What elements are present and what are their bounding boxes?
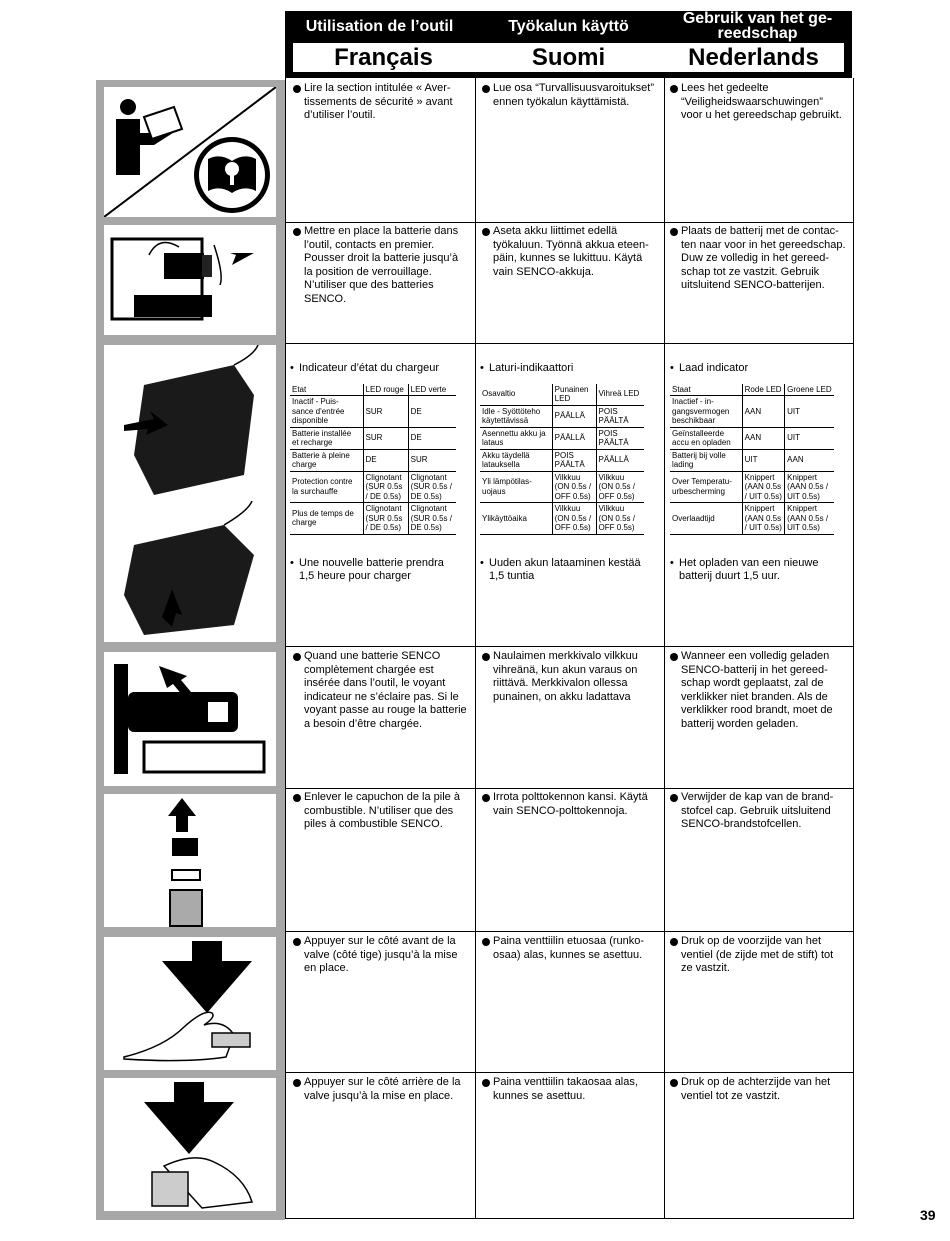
led-table-header-cell: Groene LED bbox=[785, 384, 834, 396]
led-table-row bbox=[480, 427, 644, 449]
led-table-header-cell: Osavaltio bbox=[480, 384, 552, 406]
row3-fi bbox=[480, 362, 658, 584]
language-finnish: Suomi bbox=[531, 43, 606, 71]
row1-nl: Lees het gedeelte “Veiligheidswaarschuwingen” voor u het gereedschap gebruikt. bbox=[670, 82, 850, 123]
tool-indicator-illustration bbox=[104, 652, 276, 786]
row5-fi: Irrota polttokennon kansi. Käytä vain SENCO-polttokennoja. bbox=[482, 791, 660, 818]
led-table-header-cell: Staat bbox=[670, 384, 742, 396]
led-table-cell: Asennettu akku ja lataus bbox=[480, 427, 552, 449]
row6-fr: Appuyer sur le côté avant de la valve (côté tige) jusqu’à la mise en place. bbox=[293, 935, 473, 976]
row-divider bbox=[286, 343, 853, 344]
valve-front-press-illustration bbox=[104, 937, 276, 1070]
led-table-cell: Vilkkuu (ON 0.5s / OFF 0.5s) bbox=[596, 503, 644, 535]
led-table-nl bbox=[670, 384, 834, 535]
instruction-grid bbox=[285, 78, 854, 1219]
row4-fi: Naulaimen merkkivalo vilkkuu vihreänä, kun akun varaus on riittävä. Merkkivalon ollessa punainen, on akku ladattava bbox=[482, 650, 660, 704]
led-table-cell: DE bbox=[408, 396, 456, 428]
led-table-cell: Idle - Syöttöteho käytettävissä bbox=[480, 405, 552, 427]
led-table-row bbox=[670, 471, 834, 503]
row7-fr: Appuyer sur le côté arrière de la valve jusqu’à la mise en place. bbox=[293, 1076, 473, 1103]
led-table-row bbox=[290, 449, 456, 471]
led-table-row bbox=[480, 449, 644, 471]
row5-nl: Verwijder de kap van de brand- stofcel cap. Gebruik uitsluitend SENCO-brandstofcellen. bbox=[670, 791, 850, 832]
led-table-cell: Protection contre la surchauffe bbox=[290, 471, 363, 503]
led-table-cell: Over Temperatu- urbescherming bbox=[670, 471, 742, 503]
led-table-cell: DE bbox=[363, 449, 408, 471]
led-table-row bbox=[480, 503, 644, 535]
led-table-header-cell: LED rouge bbox=[363, 384, 408, 396]
led-table-row bbox=[290, 503, 456, 535]
led-table-row bbox=[670, 503, 834, 535]
row-divider bbox=[286, 1072, 853, 1073]
led-table-row bbox=[670, 396, 834, 428]
row6-nl: Druk op de voorzijde van het ventiel (de zijde met de stift) tot ze vastzit. bbox=[670, 935, 850, 976]
row1-fi: Lue osa “Turvallisuusvaroitukset” ennen työkalun käyttämistä. bbox=[482, 82, 660, 109]
led-table-header-row bbox=[290, 384, 456, 396]
led-table-cell: AAN bbox=[742, 427, 785, 449]
row5-fr: Enlever le capuchon de la pile à combustible. N’utiliser que des piles à combustible SENCO. bbox=[293, 791, 473, 832]
charger-heading-fr: • Indicateur d’état du chargeur bbox=[290, 362, 468, 376]
led-table-header-cell: Rode LED bbox=[742, 384, 785, 396]
fuel-cell-cap-illustration bbox=[104, 794, 276, 927]
led-table-cell: POIS PÄÄLTÄ bbox=[596, 405, 644, 427]
row7-nl: Druk op de achterzijde van het ventiel tot ze vastzit. bbox=[670, 1076, 850, 1103]
led-table-cell: Ylikäyttöaika bbox=[480, 503, 552, 535]
led-table-cell: Knippert (AAN 0.5s / UIT 0.5s) bbox=[785, 503, 834, 535]
charge-time-note-fi: • Uuden akun lataaminen kestää 1,5 tuntia bbox=[480, 557, 658, 584]
led-table-cell: Akku täydellä latauksella bbox=[480, 449, 552, 471]
led-table-fr bbox=[290, 384, 456, 535]
led-table-header-row bbox=[670, 384, 834, 396]
charger-heading-nl: • Laad indicator bbox=[670, 362, 848, 376]
charge-time-note-nl: • Het opladen van een nieuwe batterij duurt 1,5 uur. bbox=[670, 557, 848, 584]
led-table-cell: PÄÄLLÄ bbox=[552, 427, 596, 449]
led-table-row bbox=[290, 427, 456, 449]
row3-fr bbox=[290, 362, 468, 584]
led-table-row bbox=[670, 427, 834, 449]
led-table-cell: Batterij bij volle lading bbox=[670, 449, 742, 471]
led-table-cell: PÄÄLLÄ bbox=[596, 449, 644, 471]
row1-fr: Lire la section intitulée « Aver- tissements de sécurité » avant d’utiliser l’outil. bbox=[293, 82, 471, 123]
led-table-cell: Vilkkuu (ON 0.5s / OFF 0.5s) bbox=[596, 471, 644, 503]
column-divider bbox=[475, 78, 476, 1218]
charger-heading-fi: • Laturi-indikaattori bbox=[480, 362, 658, 376]
led-table-header-row bbox=[480, 384, 644, 406]
led-table-cell: POIS PÄÄLTÄ bbox=[552, 449, 596, 471]
led-table-row bbox=[480, 405, 644, 427]
row4-fr: Quand une batterie SENCO complètement chargée est insérée dans l’outil, le voyant indicateur ne s’éclaire pas. Si le voyant passe au rouge la batterie a besoin d’être chargée. bbox=[293, 650, 473, 731]
led-table-cell: Batterie installée et recharge bbox=[290, 427, 363, 449]
row2-nl: Plaats de batterij met de contac- ten naar voor in het gereedschap. Duw ze volledig in het gereed- schap tot ze vastzit. Gebruik uitsluitend SENCO-batterijen. bbox=[670, 225, 851, 293]
led-table-cell: PÄÄLLÄ bbox=[552, 405, 596, 427]
led-table-cell: Inactif - Puis- sance d’entrée disponible bbox=[290, 396, 363, 428]
title-french: Utilisation de l’outil bbox=[305, 17, 454, 35]
led-table-row bbox=[670, 449, 834, 471]
led-table-row bbox=[290, 471, 456, 503]
row6-fi: Paina venttiilin etuosaa (runko- osaa) alas, kunnes se asettuu. bbox=[482, 935, 660, 962]
led-table-cell: Overlaadtijd bbox=[670, 503, 742, 535]
row-divider bbox=[286, 788, 853, 789]
led-table-cell: POIS PÄÄLTÄ bbox=[596, 427, 644, 449]
title-finnish: Työkalun käyttö bbox=[508, 17, 629, 35]
led-table-cell: UIT bbox=[742, 449, 785, 471]
column-divider bbox=[664, 78, 665, 1218]
row7-fi: Paina venttiilin takaosaa alas, kunnes se asettuu. bbox=[482, 1076, 660, 1103]
led-table-row bbox=[480, 471, 644, 503]
led-table-cell: Inactief - in- gangsvermogen beschikbaar bbox=[670, 396, 742, 428]
charger-illustration bbox=[104, 345, 276, 642]
led-table-cell: DE bbox=[408, 427, 456, 449]
led-table-cell: Knippert (AAN 0.5s / UIT 0.5s) bbox=[742, 471, 785, 503]
led-table-cell: Batterie à pleine charge bbox=[290, 449, 363, 471]
battery-insert-illustration bbox=[104, 225, 276, 335]
led-table-cell: Geïnstalleerde accu en opladen bbox=[670, 427, 742, 449]
language-french: Français bbox=[334, 43, 433, 71]
led-table-cell: Clignotant (SUR 0.5s / DE 0.5s) bbox=[408, 471, 456, 503]
row2-fi: Aseta akku liittimet edellä työkaluun. Työnnä akkua eteen- päin, kunnes se lukittuu. Käytä vain SENCO-akkuja. bbox=[482, 225, 660, 279]
led-table-cell: AAN bbox=[785, 449, 834, 471]
led-table-cell: UIT bbox=[785, 427, 834, 449]
led-table-cell: Clignotant (SUR 0.5s / DE 0.5s) bbox=[363, 503, 408, 535]
row2-fr: Mettre en place la batterie dans l’outil, contacts en premier. Pousser droit la batterie jusqu’à la position de verrouillage. N’utiliser que des batteries SENCO. bbox=[293, 225, 471, 306]
led-table-cell: Yli lämpötilas- uojaus bbox=[480, 471, 552, 503]
row4-nl: Wanneer een volledig geladen SENCO-batterij in het gereed- schap wordt geplaatst, zal de verklikker niet branden. Als de verklikker rood brandt, moet de batterij worden geladen. bbox=[670, 650, 850, 731]
led-table-header-cell: LED verte bbox=[408, 384, 456, 396]
led-table-header-cell: Etat bbox=[290, 384, 363, 396]
led-table-cell: SUR bbox=[363, 427, 408, 449]
charge-time-note-fr: • Une nouvelle batterie prendra 1,5 heure pour charger bbox=[290, 557, 468, 584]
led-table-cell: Knippert (AAN 0.5s / UIT 0.5s) bbox=[785, 471, 834, 503]
valve-rear-press-illustration bbox=[104, 1078, 276, 1211]
row-divider bbox=[286, 222, 853, 223]
row-divider bbox=[286, 646, 853, 647]
title-dutch: Gebruik van het ge- reedschap bbox=[682, 10, 833, 42]
illustration-column bbox=[96, 80, 285, 1220]
led-table-cell: Plus de temps de charge bbox=[290, 503, 363, 535]
read-manual-illustration bbox=[104, 87, 276, 217]
led-table-row bbox=[290, 396, 456, 428]
page-number: 39 bbox=[920, 1207, 936, 1223]
language-dutch: Nederlands bbox=[688, 43, 819, 71]
led-table-cell: Vilkkuu (ON 0.5s / OFF 0.5s) bbox=[552, 503, 596, 535]
led-table-cell: Vilkkuu (ON 0.5s / OFF 0.5s) bbox=[552, 471, 596, 503]
led-table-cell: UIT bbox=[785, 396, 834, 428]
language-name-bar bbox=[293, 43, 844, 72]
led-table-cell: SUR bbox=[363, 396, 408, 428]
language-header bbox=[285, 11, 852, 78]
row3-nl bbox=[670, 362, 848, 584]
led-table-cell: Clignotant (SUR 0.5s / DE 0.5s) bbox=[363, 471, 408, 503]
led-table-cell: Clignotant (SUR 0.5s / DE 0.5s) bbox=[408, 503, 456, 535]
led-table-cell: SUR bbox=[408, 449, 456, 471]
led-table-fi bbox=[480, 384, 644, 535]
led-table-header-cell: Vihreä LED bbox=[596, 384, 644, 406]
row-divider bbox=[286, 931, 853, 932]
led-table-header-cell: Punainen LED bbox=[552, 384, 596, 406]
led-table-cell: Knippert (AAN 0.5s / UIT 0.5s) bbox=[742, 503, 785, 535]
led-table-cell: AAN bbox=[742, 396, 785, 428]
